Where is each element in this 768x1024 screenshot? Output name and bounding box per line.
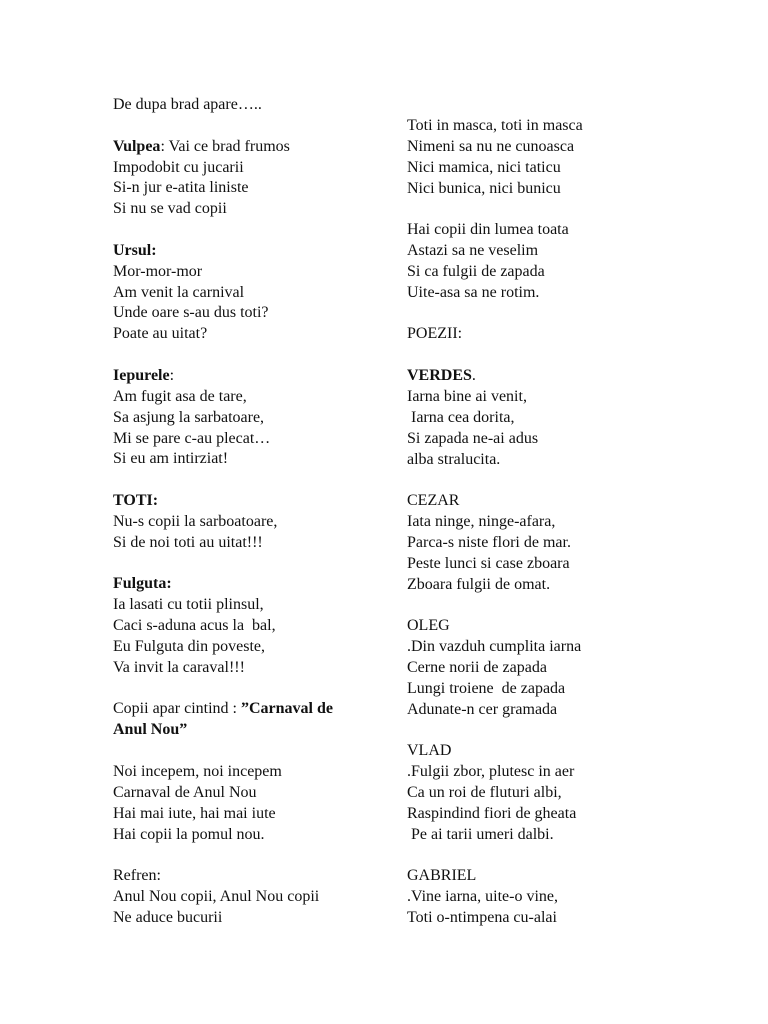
speaker-iepurele: Iepurele [113, 366, 170, 384]
verse-line: Si-n jur e-atita liniste [113, 179, 249, 197]
spacer [407, 595, 707, 616]
song-line: Noi incepem, noi incepem [113, 763, 282, 780]
poem-line: Ca un roi de fluturi albi, [407, 784, 562, 801]
verse-line: Am fugit asa de tare, [113, 387, 247, 405]
speaker-colon: : [169, 366, 175, 384]
right-column [407, 116, 707, 929]
verse-line: Nici bunica, nici bunicu [407, 179, 561, 197]
poet-vlad: VLAD [407, 742, 452, 760]
poem-line: Pe ai tarii umeri dalbi. [407, 825, 554, 843]
spacer [113, 679, 393, 700]
poezii-heading: POEZII: [407, 325, 463, 343]
poet-oleg: OLEG [407, 617, 450, 635]
refren-line: Anul Nou copii, Anul Nou copii [113, 888, 320, 906]
verse-line: Si nu se vad copii [113, 200, 227, 218]
poem-line: Peste lunci si case zboara [407, 554, 570, 572]
poem-line: .Fulgii zbor, plutesc in aer [407, 763, 575, 781]
verse-line: Si ca fulgii de zapada [407, 262, 545, 280]
spacer [113, 220, 393, 241]
intro-line: De dupa brad apare….. [113, 96, 262, 113]
poem-line: Lungi troiene de zapada [407, 679, 566, 697]
verse-line: Nimeni sa nu ne cunoasca [407, 137, 575, 155]
verse-line: Astazi sa ne veselim [407, 242, 539, 260]
verse-line: Mi se pare c-au plecat… [113, 429, 271, 447]
verse-line: Nici mamica, nici taticu [407, 158, 561, 176]
verse-line: Sa asjung la sarbatoare, [113, 408, 265, 426]
verse-line: Impodobit cu jucarii [113, 158, 244, 176]
verse-line: Unde oare s-au dus toti? [113, 304, 269, 322]
song-intro-text: Copii apar cintind : [113, 700, 241, 718]
spacer [113, 741, 393, 762]
spacer [407, 846, 707, 867]
speaker-fulguta: Fulguta: [113, 575, 172, 593]
spacer [113, 470, 393, 491]
spacer [113, 845, 393, 866]
verse-line: Eu Fulguta din poveste, [113, 637, 265, 655]
vulpea-first-line: : Vai ce brad frumos [160, 137, 290, 155]
verse-line: Mor-mor-mor [113, 262, 203, 280]
poem-line: Adunate-n cer gramada [407, 700, 558, 718]
verse-line: Poate au uitat? [113, 325, 208, 343]
verse-line: Am venit la carnival [113, 283, 245, 301]
verse-line: Ia lasati cu totii plinsul, [113, 596, 264, 614]
poem-line: Toti o-ntimpena cu-alai [407, 909, 557, 927]
iepurele-heading-line [113, 366, 393, 387]
poem-line: alba stralucita. [407, 450, 501, 468]
verdes-heading-line [407, 366, 707, 387]
toti-heading-line [113, 491, 393, 512]
spacer [113, 116, 393, 137]
spacer [113, 554, 393, 575]
poem-line: Raspindind fiori de gheata [407, 804, 577, 822]
song-line: Hai mai iute, hai mai iute [113, 804, 276, 822]
verse-line: Si de noi toti au uitat!!! [113, 533, 263, 551]
song-line: Hai copii la pomul nou. [113, 825, 265, 843]
verse-line: Si eu am intirziat! [113, 450, 229, 468]
song-title-part2: Anul Nou” [113, 721, 188, 739]
song-title-line [113, 720, 393, 741]
poem-line: Iarna bine ai venit, [407, 387, 527, 405]
refren-line: Ne aduce bucurii [113, 908, 223, 926]
poet-gabriel: GABRIEL [407, 867, 477, 885]
poem-line: Cerne norii de zapada [407, 658, 547, 676]
ursul-heading-line [113, 241, 393, 262]
song-title-part1: ”Carnaval de [240, 700, 333, 718]
vulpea-heading-line [113, 137, 393, 158]
left-column [113, 95, 393, 929]
fulguta-heading-line [113, 574, 393, 595]
song-intro-line [113, 699, 393, 720]
spacer [407, 304, 707, 325]
poem-line: .Din vazduh cumplita iarna [407, 638, 582, 656]
verse-line: Uite-asa sa ne rotim. [407, 283, 540, 301]
verse-line: Caci s-aduna acus la bal, [113, 617, 276, 635]
spacer [407, 345, 707, 366]
poem-line: Parca-s niste flori de mar. [407, 533, 571, 551]
poet-cezar: CEZAR [407, 492, 460, 510]
speaker-toti: TOTI: [113, 492, 159, 510]
spacer [113, 345, 393, 366]
poem-line: Iarna cea dorita, [407, 408, 515, 426]
poet-verdes: VERDES [407, 367, 472, 385]
verse-line: Toti in masca, toti in masca [407, 117, 583, 134]
verse-line: Hai copii din lumea toata [407, 221, 569, 239]
spacer [407, 470, 707, 491]
heading-period: . [471, 367, 476, 385]
spacer [407, 199, 707, 220]
poem-line: Zboara fulgii de omat. [407, 575, 551, 593]
poem-line: Si zapada ne-ai adus [407, 429, 539, 447]
speaker-vulpea: Vulpea [113, 137, 161, 155]
speaker-ursul: Ursul: [113, 241, 157, 259]
verse-line: Nu-s copii la sarboatoare, [113, 512, 278, 530]
song-line: Carnaval de Anul Nou [113, 783, 257, 801]
poem-line: Iata ninge, ninge-afara, [407, 513, 556, 531]
verse-line: Va invit la caraval!!! [113, 658, 245, 676]
refren-label: Refren: [113, 867, 161, 885]
poem-line: .Vine iarna, uite-o vine, [407, 888, 558, 906]
spacer [407, 720, 707, 741]
